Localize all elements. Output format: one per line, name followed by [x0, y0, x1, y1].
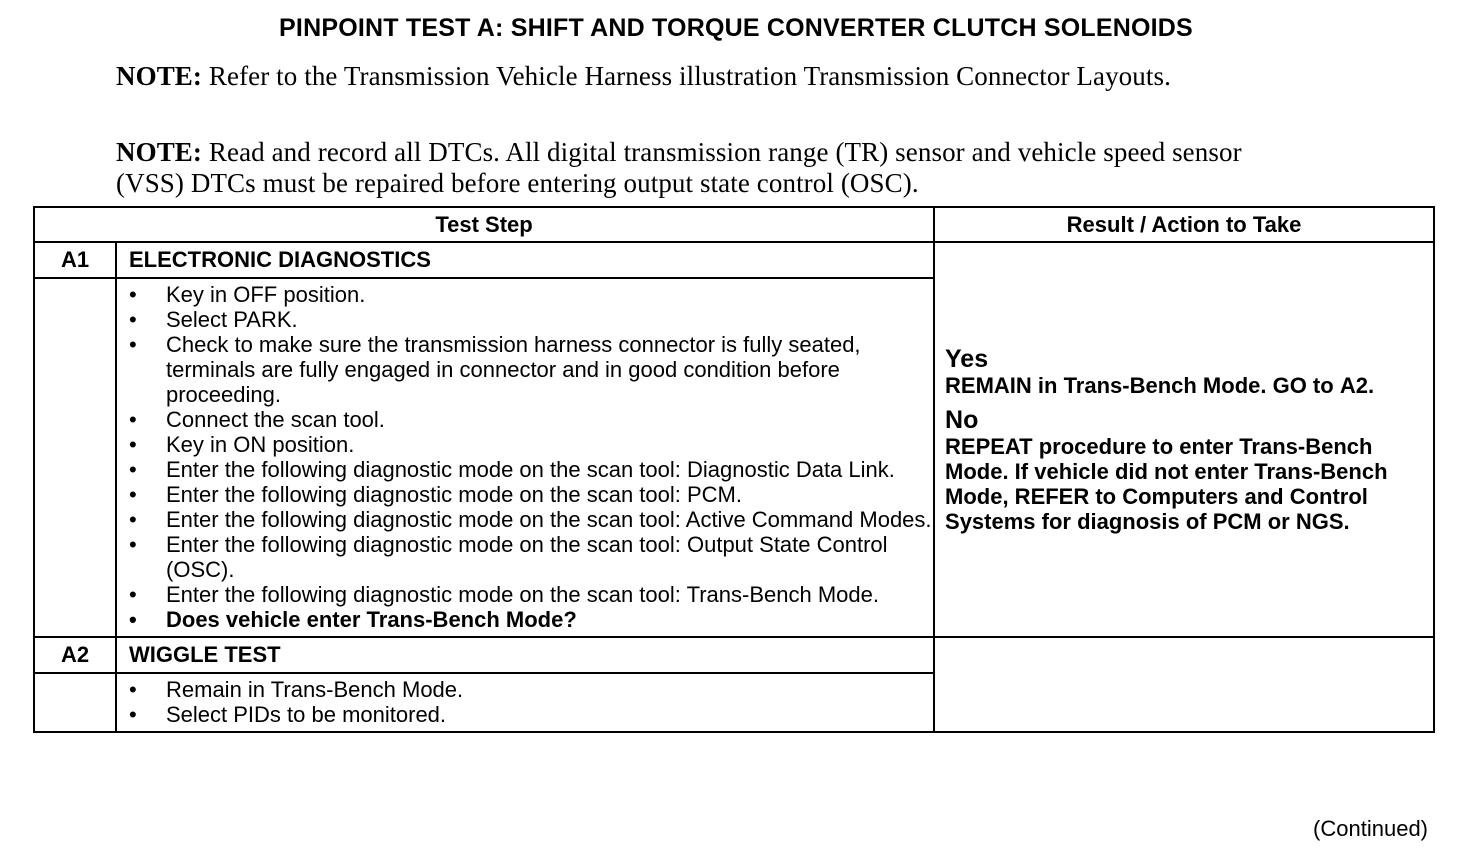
result-yes-label: Yes [945, 345, 989, 373]
result-yes-action: REMAIN in Trans-Bench Mode. GO to [945, 373, 1340, 398]
result-no-text: REPEAT procedure to enter Trans-Bench Mode. If vehicle did not enter Trans-Bench Mode, REFER to Computers and Control Systems for diagnosis of PCM or NGS. [945, 434, 1388, 534]
list-item: • Enter the following diagnostic mode on the scan tool: Active Command Modes. [117, 507, 933, 532]
note-text: Read and record all DTCs. All digital transmission range (TR) sensor and vehicle speed sensor (VSS) DTCs must be repaired before entering output state control (OSC). [116, 137, 1242, 198]
step-title-a2: WIGGLE TEST [116, 637, 934, 673]
step-a2-procedure [116, 673, 934, 732]
step-a1-procedure [116, 278, 934, 637]
step-id-a2: A2 [34, 637, 116, 673]
result-cell-a2 [934, 637, 1434, 732]
list-item: • Key in ON position. [117, 432, 933, 457]
header-test-step: Test Step [34, 207, 934, 242]
step-a2-bullets [117, 674, 933, 731]
list-item: • Enter the following diagnostic mode on the scan tool: PCM. [117, 482, 933, 507]
note-label: NOTE: [116, 137, 203, 167]
list-item: • Connect the scan tool. [117, 407, 933, 432]
list-item: • Enter the following diagnostic mode on the scan tool: Output State Control (OSC). [117, 532, 933, 582]
step-title-a1: ELECTRONIC DIAGNOSTICS [116, 242, 934, 278]
list-item: • Remain in Trans-Bench Mode. [117, 677, 933, 702]
step-a2-spacer [34, 673, 116, 732]
note-text: Refer to the Transmission Vehicle Harness illustration Transmission Connector Layouts. [208, 61, 1171, 91]
note-label: NOTE: [116, 61, 203, 91]
list-item: • Enter the following diagnostic mode on the scan tool: Diagnostic Data Link. [117, 457, 933, 482]
result-goto-step: A2 [1339, 373, 1368, 398]
step-id-a1: A1 [34, 242, 116, 278]
result-no-label: No [945, 406, 979, 434]
result-cell-a1 [934, 242, 1434, 637]
list-item: • Key in OFF position. [117, 282, 933, 307]
note-connector-layouts [116, 61, 1171, 92]
result-yes-text [945, 373, 1427, 398]
note-dtcs [116, 137, 1316, 199]
result-yes-end: . [1367, 373, 1375, 398]
step-a1-header-row [34, 242, 1434, 278]
pinpoint-test-table [33, 206, 1435, 733]
list-item: • Select PARK. [117, 307, 933, 332]
table-header-row [34, 207, 1434, 242]
page-title: PINPOINT TEST A: SHIFT AND TORQUE CONVERTER CLUTCH SOLENOIDS [279, 14, 1193, 42]
continued-label: (Continued) [1313, 816, 1428, 841]
step-a1-question: • Does vehicle enter Trans-Bench Mode? [117, 607, 933, 632]
step-a2-header-row [34, 637, 1434, 673]
list-item: • Enter the following diagnostic mode on the scan tool: Trans-Bench Mode. [117, 582, 933, 607]
header-result-action: Result / Action to Take [934, 207, 1434, 242]
list-item: • Check to make sure the transmission harness connector is fully seated, terminals are fully engaged in connector and in good condition before proceeding. [117, 332, 933, 407]
step-a1-spacer [34, 278, 116, 637]
list-item: • Select PIDs to be monitored. [117, 702, 933, 727]
step-a1-bullets [117, 279, 933, 636]
